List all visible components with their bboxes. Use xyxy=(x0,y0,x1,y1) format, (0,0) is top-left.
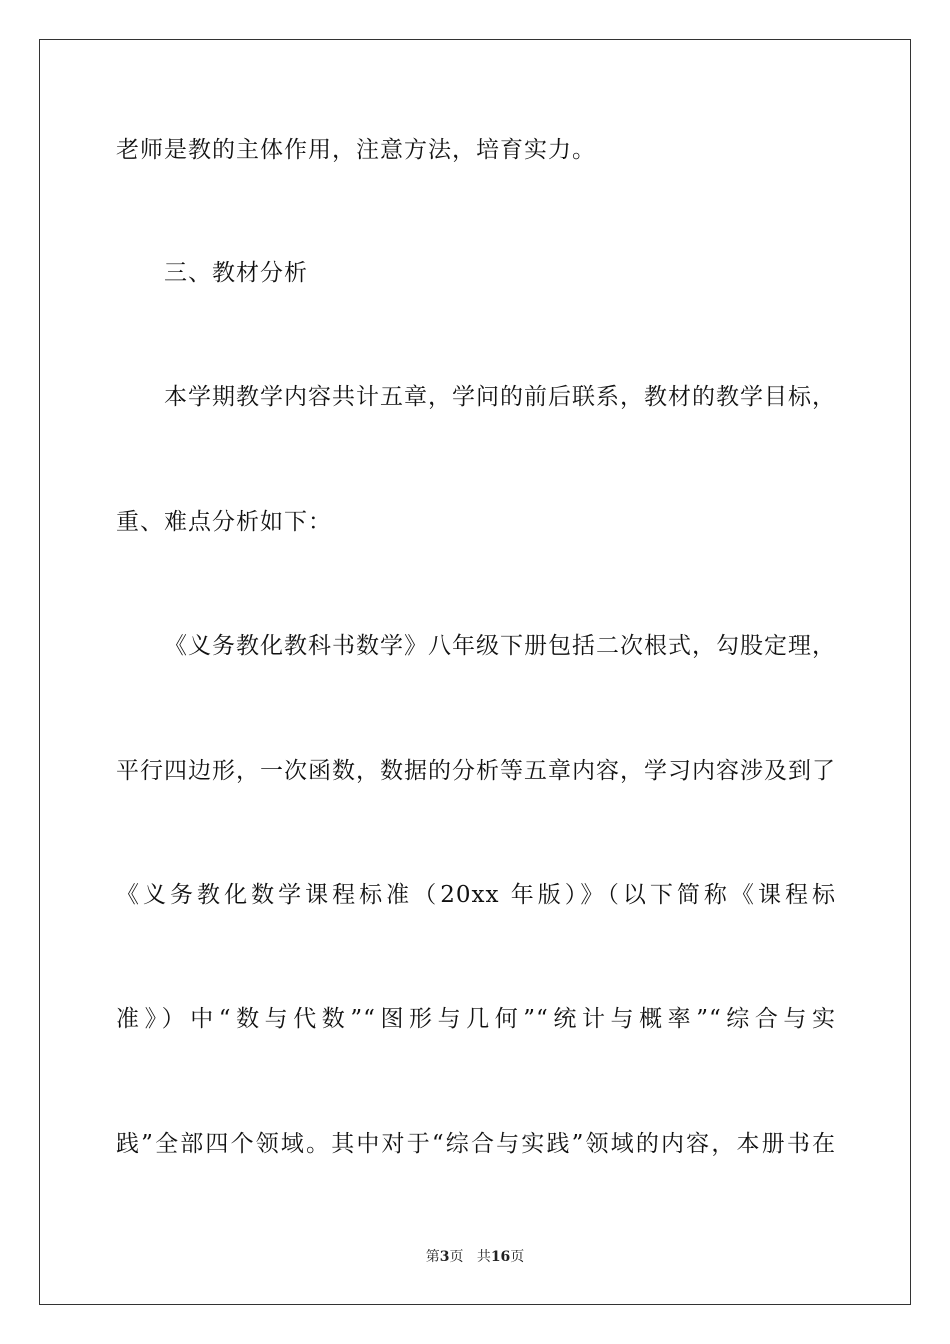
paragraph-line: 重、难点分析如下： xyxy=(116,509,332,535)
paragraph-line: 《义务教化教科书数学》八年级下册包括二次根式，勾股定理， xyxy=(164,633,836,659)
page-border xyxy=(39,39,911,1305)
page-footer xyxy=(0,1248,950,1266)
page-number: 3 xyxy=(439,1249,450,1265)
paragraph-line: 《义务教化数学课程标准（20xx 年版）》（以下简称《课程标 xyxy=(116,882,836,908)
paragraph-line: 践”全部四个领域。其中对于“综合与实践”领域的内容，本册书在 xyxy=(116,1131,836,1157)
page-suffix: 页 xyxy=(449,1249,464,1265)
total-pages: 16 xyxy=(490,1249,511,1265)
section-heading: 三、教材分析 xyxy=(164,260,308,286)
paragraph-line: 平行四边形，一次函数，数据的分析等五章内容，学习内容涉及到了 xyxy=(116,758,836,784)
paragraph-line: 老师是教的主体作用，注意方法，培育实力。 xyxy=(116,137,596,163)
paragraph-line: 本学期教学内容共计五章，学问的前后联系，教材的教学目标， xyxy=(164,384,836,410)
total-suffix: 页 xyxy=(510,1249,525,1265)
paragraph-line: 准》）中“数与代数”“图形与几何”“统计与概率”“综合与实 xyxy=(116,1006,836,1032)
page-prefix: 第 xyxy=(425,1249,440,1265)
total-prefix: 共 xyxy=(476,1249,491,1265)
